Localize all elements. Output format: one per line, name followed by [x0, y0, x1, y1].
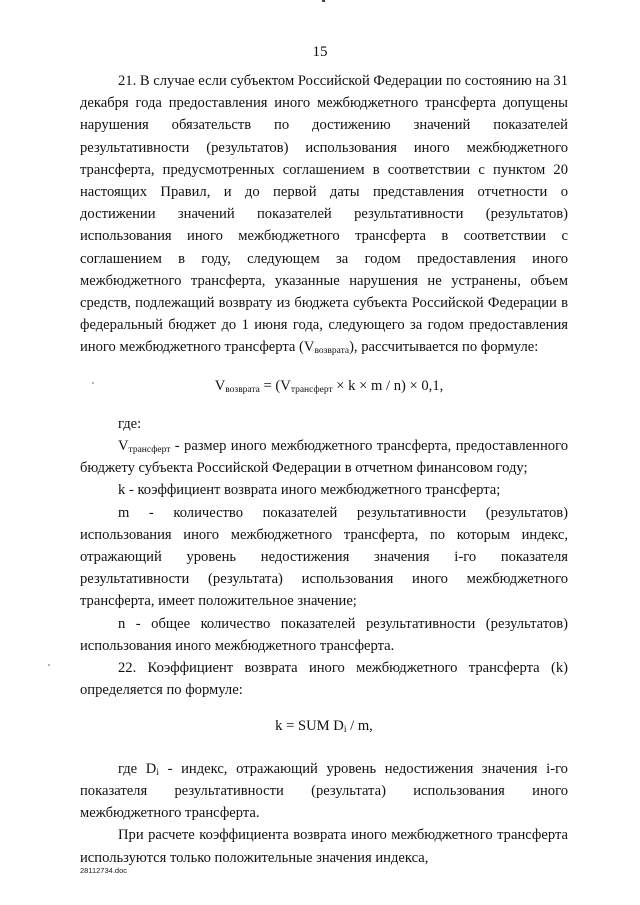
formula-v-vozvrata: $V_{возврата} = (V_{трансферт} \times k \times m / n) \times 0,1$,: [214, 377, 444, 395]
paragraph-last: При расчете коэффициента возврата иного межбюджетного трансферта используются только положительные значения индекса,: [80, 827, 568, 866]
footer-filename: 28112734.doc: [80, 866, 127, 875]
formula-k: k = SUM $D_i$ / m,: [275, 718, 373, 736]
definition-n: n - общее количество показателей результативности (результатов) использования иного межбюджетного трансферта.: [80, 615, 568, 654]
subscript-vozvrata: возврата: [314, 346, 350, 357]
page-number: 15: [312, 44, 328, 60]
paragraph-21: [80, 70, 568, 359]
paragraph-22: 22. Коэффициент возврата иного межбюджетного трансферта (k) определяется по формуле:: [80, 660, 568, 699]
definition-k: k - коэффициент возврата иного межбюджетного трансферта;: [118, 482, 501, 499]
definition-v-transfer: $V_{трансферт}$ - размер иного межбюджетного трансферта, предоставленного бюджету субъекта Российской Федерации в отчетном финансовом году;: [80, 438, 568, 477]
where-label: где:: [118, 415, 142, 432]
scan-speck: [48, 664, 50, 666]
paragraph-21-end: ), рассчитывается по формуле:: [349, 339, 539, 356]
definition-d: где $D_i$ - индекс, отражающий уровень недостижения значения i-го показателя результативности (результата) использования иного межбюджетного трансферта.: [80, 760, 568, 822]
scan-mark: [322, 0, 325, 2]
paragraph-21-text: 21. В случае если субъектом Российской Федерации по состоянию на 31 декабря года предоставления иного межбюджетного трансферта допущены нарушения обязательств по достижению значений показателей результативности (результатов) использования иного межбюджетного трансферта, предусмотренных соглашением в соответствии с пунктом 20 настоящих Правил, и до первой даты представления отчетности о достижении значений показателей результативности (результатов) использования иного межбюджетного трансферта в соответствии с соглашением в году, следующем за годом предоставления иного межбюджетного трансферта, указанные нарушения не устранены, объем средств, подлежащий возврату из бюджета субъекта Российской Федерации в федеральный бюджет до 1 июня года, следующего за годом предоставления иного межбюджетного трансферта (V: [80, 73, 568, 356]
document-body: [80, 70, 568, 869]
definition-m: m - количество показателей результативности (результатов) использования иного межбюджетного трансферта, по которым индекс, отражающий уровень недостижения значения i-го показателя результативности (результата) использования иного межбюджетного трансферта, имеет положительное значение;: [80, 504, 568, 610]
